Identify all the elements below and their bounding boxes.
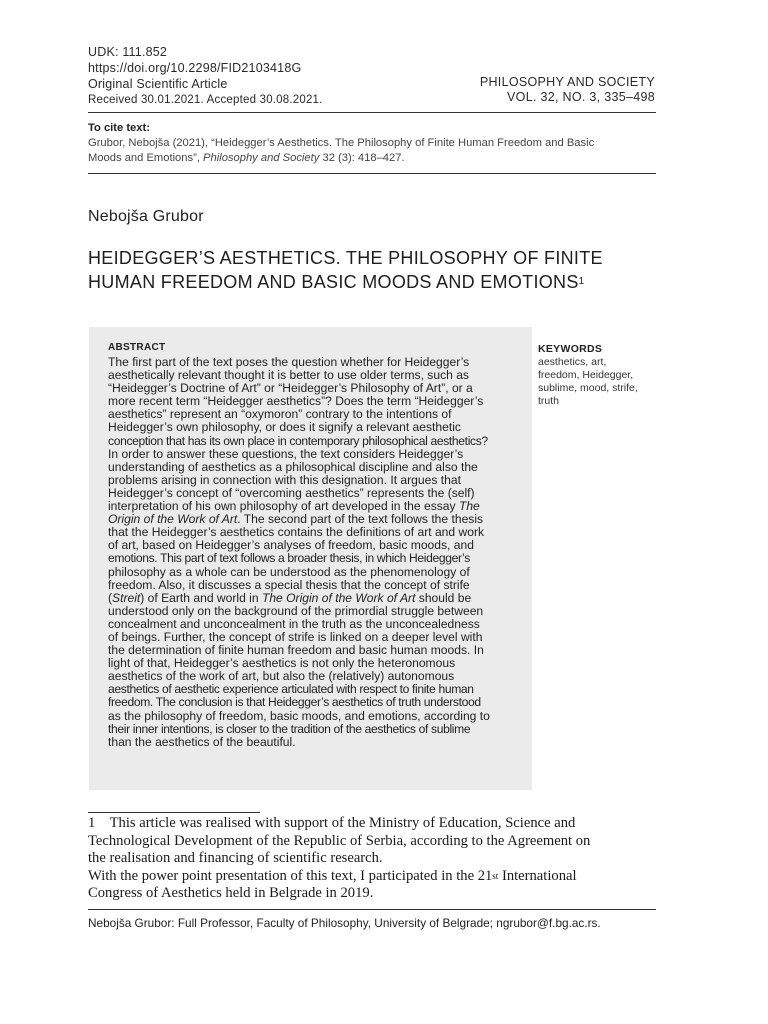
journal-volume: VOL. 32, NO. 3, 335–498 <box>507 90 655 104</box>
citation-label: To cite text: <box>88 122 150 134</box>
citation-journal: Philosophy and Society <box>203 152 320 164</box>
title-line-1: HEIDEGGER’S AESTHETICS. THE PHILOSOPHY OF FINITE <box>88 248 603 268</box>
header-divider <box>88 112 656 113</box>
citation-text-line-2: Moods and Emotions”, Philosophy and Society 32 (3): 418–427. <box>88 152 405 164</box>
received-accepted-dates: Received 30.01.2021. Accepted 30.08.2021. <box>88 94 323 106</box>
abstract-text: The first part of the text poses the question whether for Heidegger’s aesthetically relevant thought it is better to use older terms, such as “Heidegger’s Doctrine of Art” or “Heidegger’s Philosophy of Art”, or a more recent term “Heidegger aesthetics”? Does the term “Heidegger’s aesthetics” represent an “oxymoron” contrary to the intentions of Heidegger’s own philosophy, or does it signify a relevant aesthetic conception that has its own place in contemporary philosophical aesthetics? In order to answer these questions, the text considers Heidegger’s understanding of aesthetics as a philosophical discipline and also the problems arising in connection with this designation. It argues that Heidegger’s concept of “overcoming aesthetics” represents the (self) interpretation of his own philosophy of art developed in the essay The Origin of the Work of Art. The second part of the text follows the thesis that the Heidegger’s aesthetics contains the definitions of art and work of art, based on Heidegger’s analyses of freedom, basic moods, and emotions. This part of text follows a broader thesis, in which Heidegger’s philosophy as a whole can be understood as the phenomenology of freedom. Also, it discusses a special thesis that the concept of strife (Streit) of Earth and world in The Origin of the Work of Art should be understood only on the background of the primordial struggle between concealment and unconcealment in the truth as the unconcealedness of beings. Further, the concept of strife is linked on a deeper level with the determination of finite human freedom and basic human moods. In light of that, Heidegger’s aesthetics is not only the heteronomous aesthetics of the work of art, but also the (relatively) autonomous aesthetics of aesthetic experience articulated with respect to finite human freedom. The conclusion is that Heidegger’s aesthetics of truth understood as the philosophy of freedom, basic moods, and emotions, according to their inner intentions, is closer to the tradition of the aesthetics of sublime than the aesthetics of the beautiful. <box>108 355 490 749</box>
affiliation-divider <box>88 909 656 910</box>
title-footnote-mark[interactable]: 1 <box>578 276 585 287</box>
abstract-heading: ABSTRACT <box>108 342 166 353</box>
article-metadata <box>88 44 323 108</box>
title-line-2: HUMAN FREEDOM AND BASIC MOODS AND EMOTIONS$^1$ <box>88 272 585 292</box>
citation-divider <box>88 173 656 174</box>
author-name: Nebojša Grubor <box>88 208 204 225</box>
udk-code: UDK: 111.852 <box>88 45 168 59</box>
keywords-list: aesthetics, art, freedom, Heidegger, sublime, mood, strife, truth <box>538 356 638 407</box>
author-affiliation: Nebojša Grubor: Full Professor, Faculty of Philosophy, University of Belgrade; ngrubor@f.bg.ac.rs. <box>88 916 601 930</box>
footnote: 1 This article was realised with support of the Ministry of Education, Science and Technological Development of the Republic of Serbia, according to the Agreement on the realisation and financing of scientific research. With the power point presentation of this text, I participated in the 21st International Congress of Aesthetics held in Belgrade in 2019. <box>88 815 591 901</box>
citation-block <box>88 121 656 166</box>
citation-text-line-1: Grubor, Nebojša (2021), “Heidegger’s Aesthetics. The Philosophy of Finite Human Freedom and Basic <box>88 137 595 149</box>
doi-link[interactable]: https://doi.org/10.2298/FID2103418G <box>88 61 302 75</box>
footnote-divider <box>88 812 260 813</box>
journal-info <box>480 75 655 105</box>
keywords-heading: KEYWORDS <box>538 343 603 355</box>
article-title <box>88 246 688 294</box>
journal-name: PHILOSOPHY AND SOCIETY <box>479 75 655 89</box>
article-type: Original Scientific Article <box>88 77 228 91</box>
